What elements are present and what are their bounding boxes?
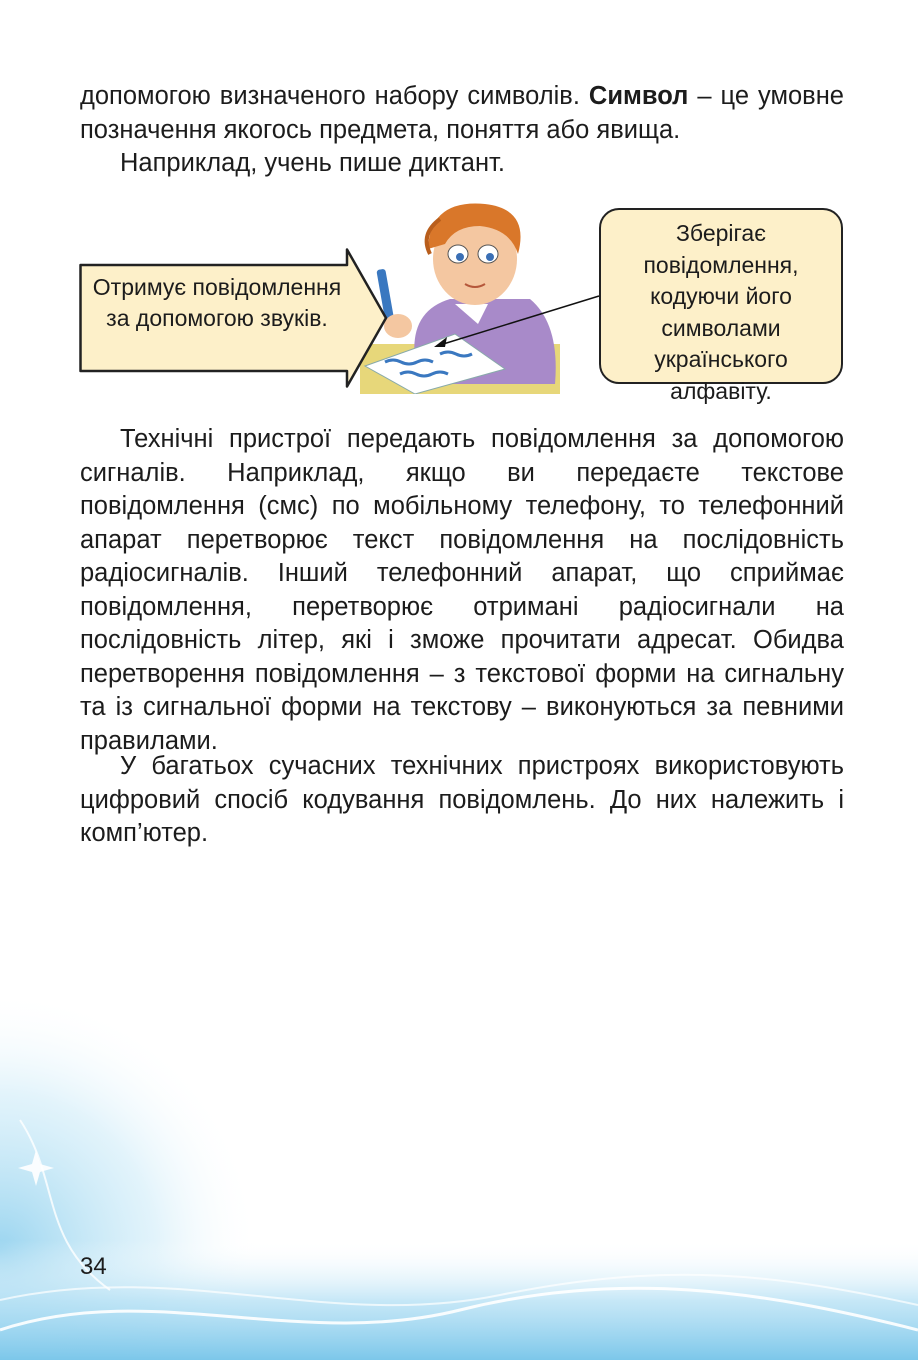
boy-writing-illustration xyxy=(360,194,560,394)
digital-paragraph: У багатьох сучасних технічних пристроях використовують цифровий спосіб кодування повідомлень. До них належить і комп’ютер. xyxy=(80,752,844,847)
callout-right-text: Зберігає повідомлення, кодуючи його символами українського алфавіту. xyxy=(643,220,799,404)
intro-text-end: – це умовне позначення якогось предмета, поняття або явища. xyxy=(80,82,844,144)
callout-receives-sound xyxy=(79,248,389,388)
signals-paragraph: Технічні пристрої передають повідомлення за допомогою сигналів. Наприклад, якщо ви передаєте текстове повідомлення (смс) по мобільному телефону, то телефонний апарат перетворює текст повідомлення на послідовність радіосигналів. Інший телефонний апарат, що сприймає повідомлення, перетворює отримані радіосигнали на послідовність літер, які і зможе прочитати адресат. Обидва перетворення повідомлення – з текстової форми на сигнальну та із сигнальної форми на текстову – виконуються за певними правилами. xyxy=(80,425,844,755)
page-number: 34 xyxy=(80,1253,107,1280)
intro-text-start: допомогою визначеного набору символів. xyxy=(80,82,589,110)
example-sentence: Наприклад, учень пише диктант. xyxy=(120,149,505,177)
callout-stores-symbols xyxy=(599,208,843,404)
term-symbol: Символ xyxy=(588,82,689,110)
intro-paragraph xyxy=(80,80,844,181)
callout-left-text: Отримує повідомлення за допомогою звуків. xyxy=(92,274,342,331)
